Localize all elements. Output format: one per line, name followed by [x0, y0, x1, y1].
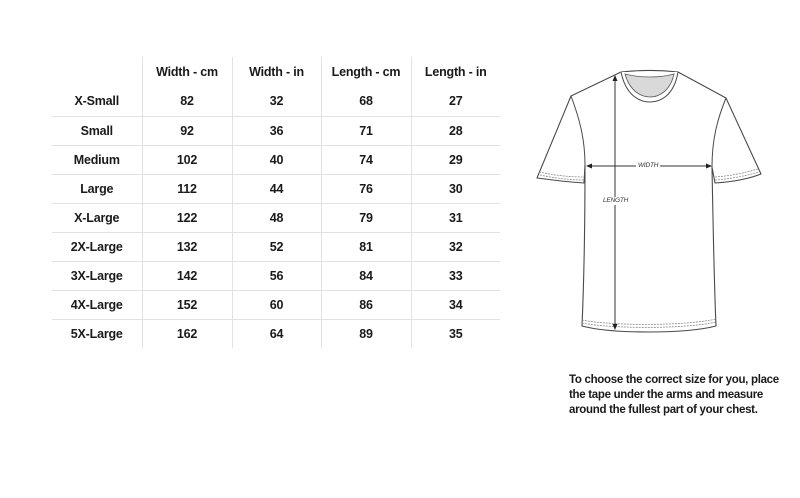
size-cell: 3X-Large [70, 268, 123, 283]
length-in-cell: 29 [411, 145, 500, 174]
table-row [52, 116, 500, 145]
table-row [52, 174, 500, 203]
length-cm-cell: 76 [321, 174, 411, 203]
width-cm-cell: 112 [142, 174, 232, 203]
header-size [52, 57, 142, 87]
size-cell: X-Large [74, 210, 120, 225]
length-cm-cell: 74 [321, 145, 411, 174]
width-in-cell: 52 [232, 232, 321, 261]
table-row [52, 145, 500, 174]
header-length-cm: Length - cm [321, 57, 411, 87]
width-in-cell: 48 [232, 203, 321, 232]
width-cm-cell: 122 [142, 203, 232, 232]
size-cell: 5X-Large [70, 326, 123, 341]
table-row [52, 232, 500, 261]
width-cm-cell: 162 [142, 319, 232, 348]
table-row [52, 87, 500, 116]
width-in-cell: 64 [232, 319, 321, 348]
table-row [52, 261, 500, 290]
table-row [52, 203, 500, 232]
length-in-cell: 34 [411, 290, 500, 319]
size-cell: X-Small [74, 94, 119, 109]
header-width-in: Width - in [232, 57, 321, 87]
width-in-cell: 36 [232, 116, 321, 145]
length-cm-cell: 84 [321, 261, 411, 290]
length-in-cell: 31 [411, 203, 500, 232]
length-in-cell: 27 [411, 87, 500, 116]
measurement-instructions: To choose the correct size for you, place the tape under the arms and measure around the fullest part of your chest. [569, 374, 779, 416]
width-in-cell: 40 [232, 145, 321, 174]
length-cm-cell: 68 [321, 87, 411, 116]
width-cm-cell: 92 [142, 116, 232, 145]
length-in-cell: 35 [411, 319, 500, 348]
size-cell: Small [80, 123, 113, 138]
length-cm-cell: 89 [321, 319, 411, 348]
size-cell: Large [80, 181, 114, 196]
width-in-cell: 60 [232, 290, 321, 319]
length-cm-cell: 79 [321, 203, 411, 232]
size-cell: 4X-Large [70, 297, 123, 312]
size-cell: Medium [73, 152, 120, 167]
length-cm-cell: 86 [321, 290, 411, 319]
length-label: LENGTH [603, 197, 629, 204]
table-row [52, 290, 500, 319]
tshirt-icon [530, 60, 780, 350]
width-in-cell: 44 [232, 174, 321, 203]
width-in-cell: 56 [232, 261, 321, 290]
length-in-cell: 32 [411, 232, 500, 261]
width-label: WIDTH [638, 162, 659, 169]
length-in-cell: 28 [411, 116, 500, 145]
width-cm-cell: 152 [142, 290, 232, 319]
width-cm-cell: 132 [142, 232, 232, 261]
width-cm-cell: 142 [142, 261, 232, 290]
size-chart-table [52, 57, 500, 348]
width-cm-cell: 82 [142, 87, 232, 116]
tshirt-measurement-diagram [530, 60, 780, 350]
header-length-in: Length - in [411, 57, 500, 87]
header-width-cm: Width - cm [142, 57, 232, 87]
table-header-row [52, 57, 500, 87]
width-in-cell: 32 [232, 87, 321, 116]
length-cm-cell: 71 [321, 116, 411, 145]
length-in-cell: 33 [411, 261, 500, 290]
length-in-cell: 30 [411, 174, 500, 203]
length-cm-cell: 81 [321, 232, 411, 261]
table-row [52, 319, 500, 348]
size-cell: 2X-Large [70, 239, 123, 254]
width-cm-cell: 102 [142, 145, 232, 174]
